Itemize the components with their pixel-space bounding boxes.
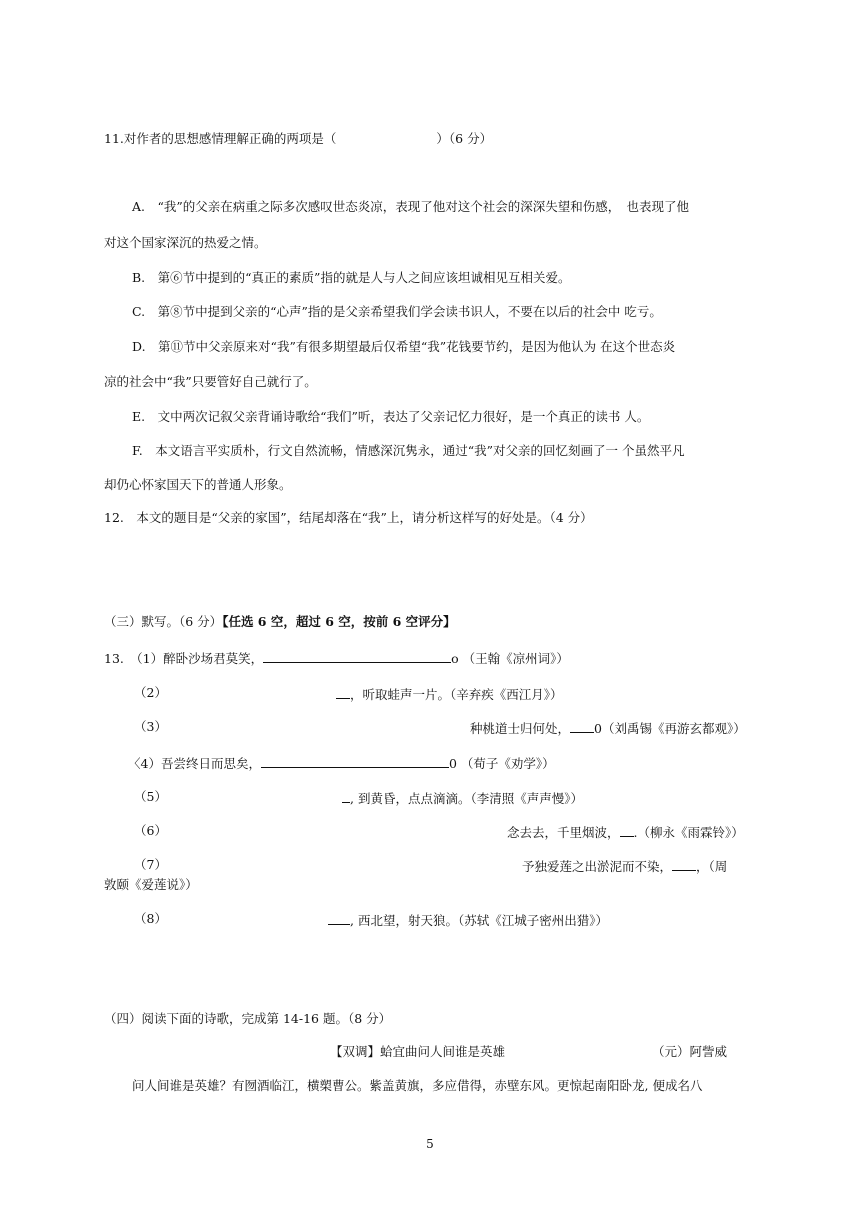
page-number: 5: [426, 1137, 434, 1151]
answer-blank[interactable]: [570, 718, 594, 733]
q13-item-3: [470, 718, 746, 738]
poem-title: 【双调】蛤宜曲问人间谁是英雄: [330, 1044, 506, 1059]
poem-line-1: 问人间谁是英雄？有囫酒临江，横槊曹公。紫盖黄旗，多应借得，赤壁东风。更惊起南阳卧龙, 便成名八: [132, 1078, 703, 1093]
q13-item-2: [336, 684, 563, 704]
q13-item-7: [522, 856, 727, 876]
q11-stem-text: 11.对作者的思想感情理解正确的两项是（: [104, 131, 337, 146]
q13-item-4-text: 〈4）吾尝终日而思矣，: [128, 756, 261, 771]
answer-blank[interactable]: [672, 856, 696, 871]
section-4-heading: （四）阅读下面的诗歌，完成第 14-16 题。（8 分）: [104, 1011, 392, 1026]
q13-item-7-number: （7）: [134, 857, 167, 872]
section-3-instruction: 【任选 6 空，超过 6 空，按前 6 空评分】: [222, 614, 456, 629]
q13-item-7-source: ，（周: [696, 859, 728, 874]
q13-item-6-number: （6）: [134, 823, 167, 838]
q13-item-3-text: 种桃道士归何处，: [470, 721, 571, 736]
q13-item-7-text: 予独爱莲之出淤泥而不染，: [522, 859, 673, 874]
section-3-heading: [104, 613, 456, 631]
answer-blank[interactable]: [263, 648, 451, 663]
answer-blank[interactable]: [261, 753, 449, 768]
q13-item-6-text: 念去去，千里烟波，: [507, 825, 620, 840]
q13-item-1-text: 13. （1）醉卧沙场君莫笑，: [104, 651, 264, 666]
option-d-line2: 凉的社会中“我”只要管好自己就行了。: [104, 374, 317, 389]
q13-item-6: [507, 822, 744, 842]
option-a-line2: 对这个国家深沉的热爱之情。: [104, 235, 267, 250]
option-f-line1: F. 本文语言平实质朴，行文自然流畅，情感深沉隽永，通过“我”对父亲的回忆刻画了一 个虽然平凡: [132, 443, 685, 458]
q13-item-8-number: （8）: [134, 911, 167, 926]
answer-blank[interactable]: [336, 684, 350, 699]
option-f-line2: 却仍心怀家国天下的普通人形象。: [104, 477, 292, 492]
q13-item-7-source-cont: 敦颐《爱莲说》）: [104, 877, 198, 892]
option-d-line1: D. 第⑪节中父亲原来对“我”有很多期望最后仅希望“我”花钱要节约，是因为他认为 在这个世态炎: [132, 339, 676, 354]
option-c: C. 第⑧节中提到父亲的“心声”指的是父亲希望我们学会读书识人，不要在以后的社会中 吃亏。: [132, 304, 662, 319]
q13-item-1: [104, 648, 569, 668]
q13-item-4: [128, 753, 555, 773]
q13-item-3-number: （3）: [134, 719, 167, 734]
poem-author: （元）阿訾威: [652, 1044, 728, 1059]
q13-item-6-source: .（柳永《雨霖铃》）: [633, 825, 744, 840]
q13-item-3-source: 0（刘禹锡《再游玄都观》）: [594, 721, 746, 736]
q11-stem: [104, 129, 492, 148]
answer-blank[interactable]: [336, 129, 436, 143]
option-b: B. 第⑥节中提到的“真正的素质”指的就是人与人之间应该坦诚相见互相关爱。: [132, 270, 571, 285]
q13-item-8-text: , 西北望，射天狼。（苏轼《江城子密州出猎》）: [350, 913, 608, 928]
answer-blank[interactable]: [342, 788, 350, 803]
answer-blank[interactable]: [620, 822, 634, 837]
q12-question: 12. 本文的题目是“父亲的家国”，结尾却落在“我”上，请分析这样写的好处是。（4 分）: [104, 510, 593, 525]
q13-item-5-number: （5）: [134, 789, 167, 804]
q13-item-4-source: 0 （荀子《劝学》）: [448, 756, 555, 771]
answer-blank[interactable]: [328, 910, 350, 925]
q13-item-1-source: o （王翰《凉州词》）: [451, 651, 569, 666]
q13-item-8: [328, 910, 608, 930]
option-e: E. 文中两次记叙父亲背诵诗歌给“我们”听，表达了父亲记忆力很好，是一个真正的读书 人。: [132, 409, 650, 424]
q13-item-2-number: （2）: [134, 685, 167, 700]
section-3-title: （三）默写。（6 分）: [104, 614, 223, 629]
q11-stem-score: ）（6 分）: [436, 131, 493, 146]
option-a-line1: A. “我”的父亲在病重之际多次感叹世态炎凉，表现了他对这个社会的深深失望和伤感， 也表现了他: [132, 199, 690, 214]
q13-item-5: [342, 788, 583, 808]
q13-item-2-text: ，听取蛙声一片。（辛弃疾《西江月》）: [350, 687, 563, 702]
q13-item-5-text: , 到黄昏，点点滴滴。（李清照《声声慢》）: [350, 791, 583, 806]
